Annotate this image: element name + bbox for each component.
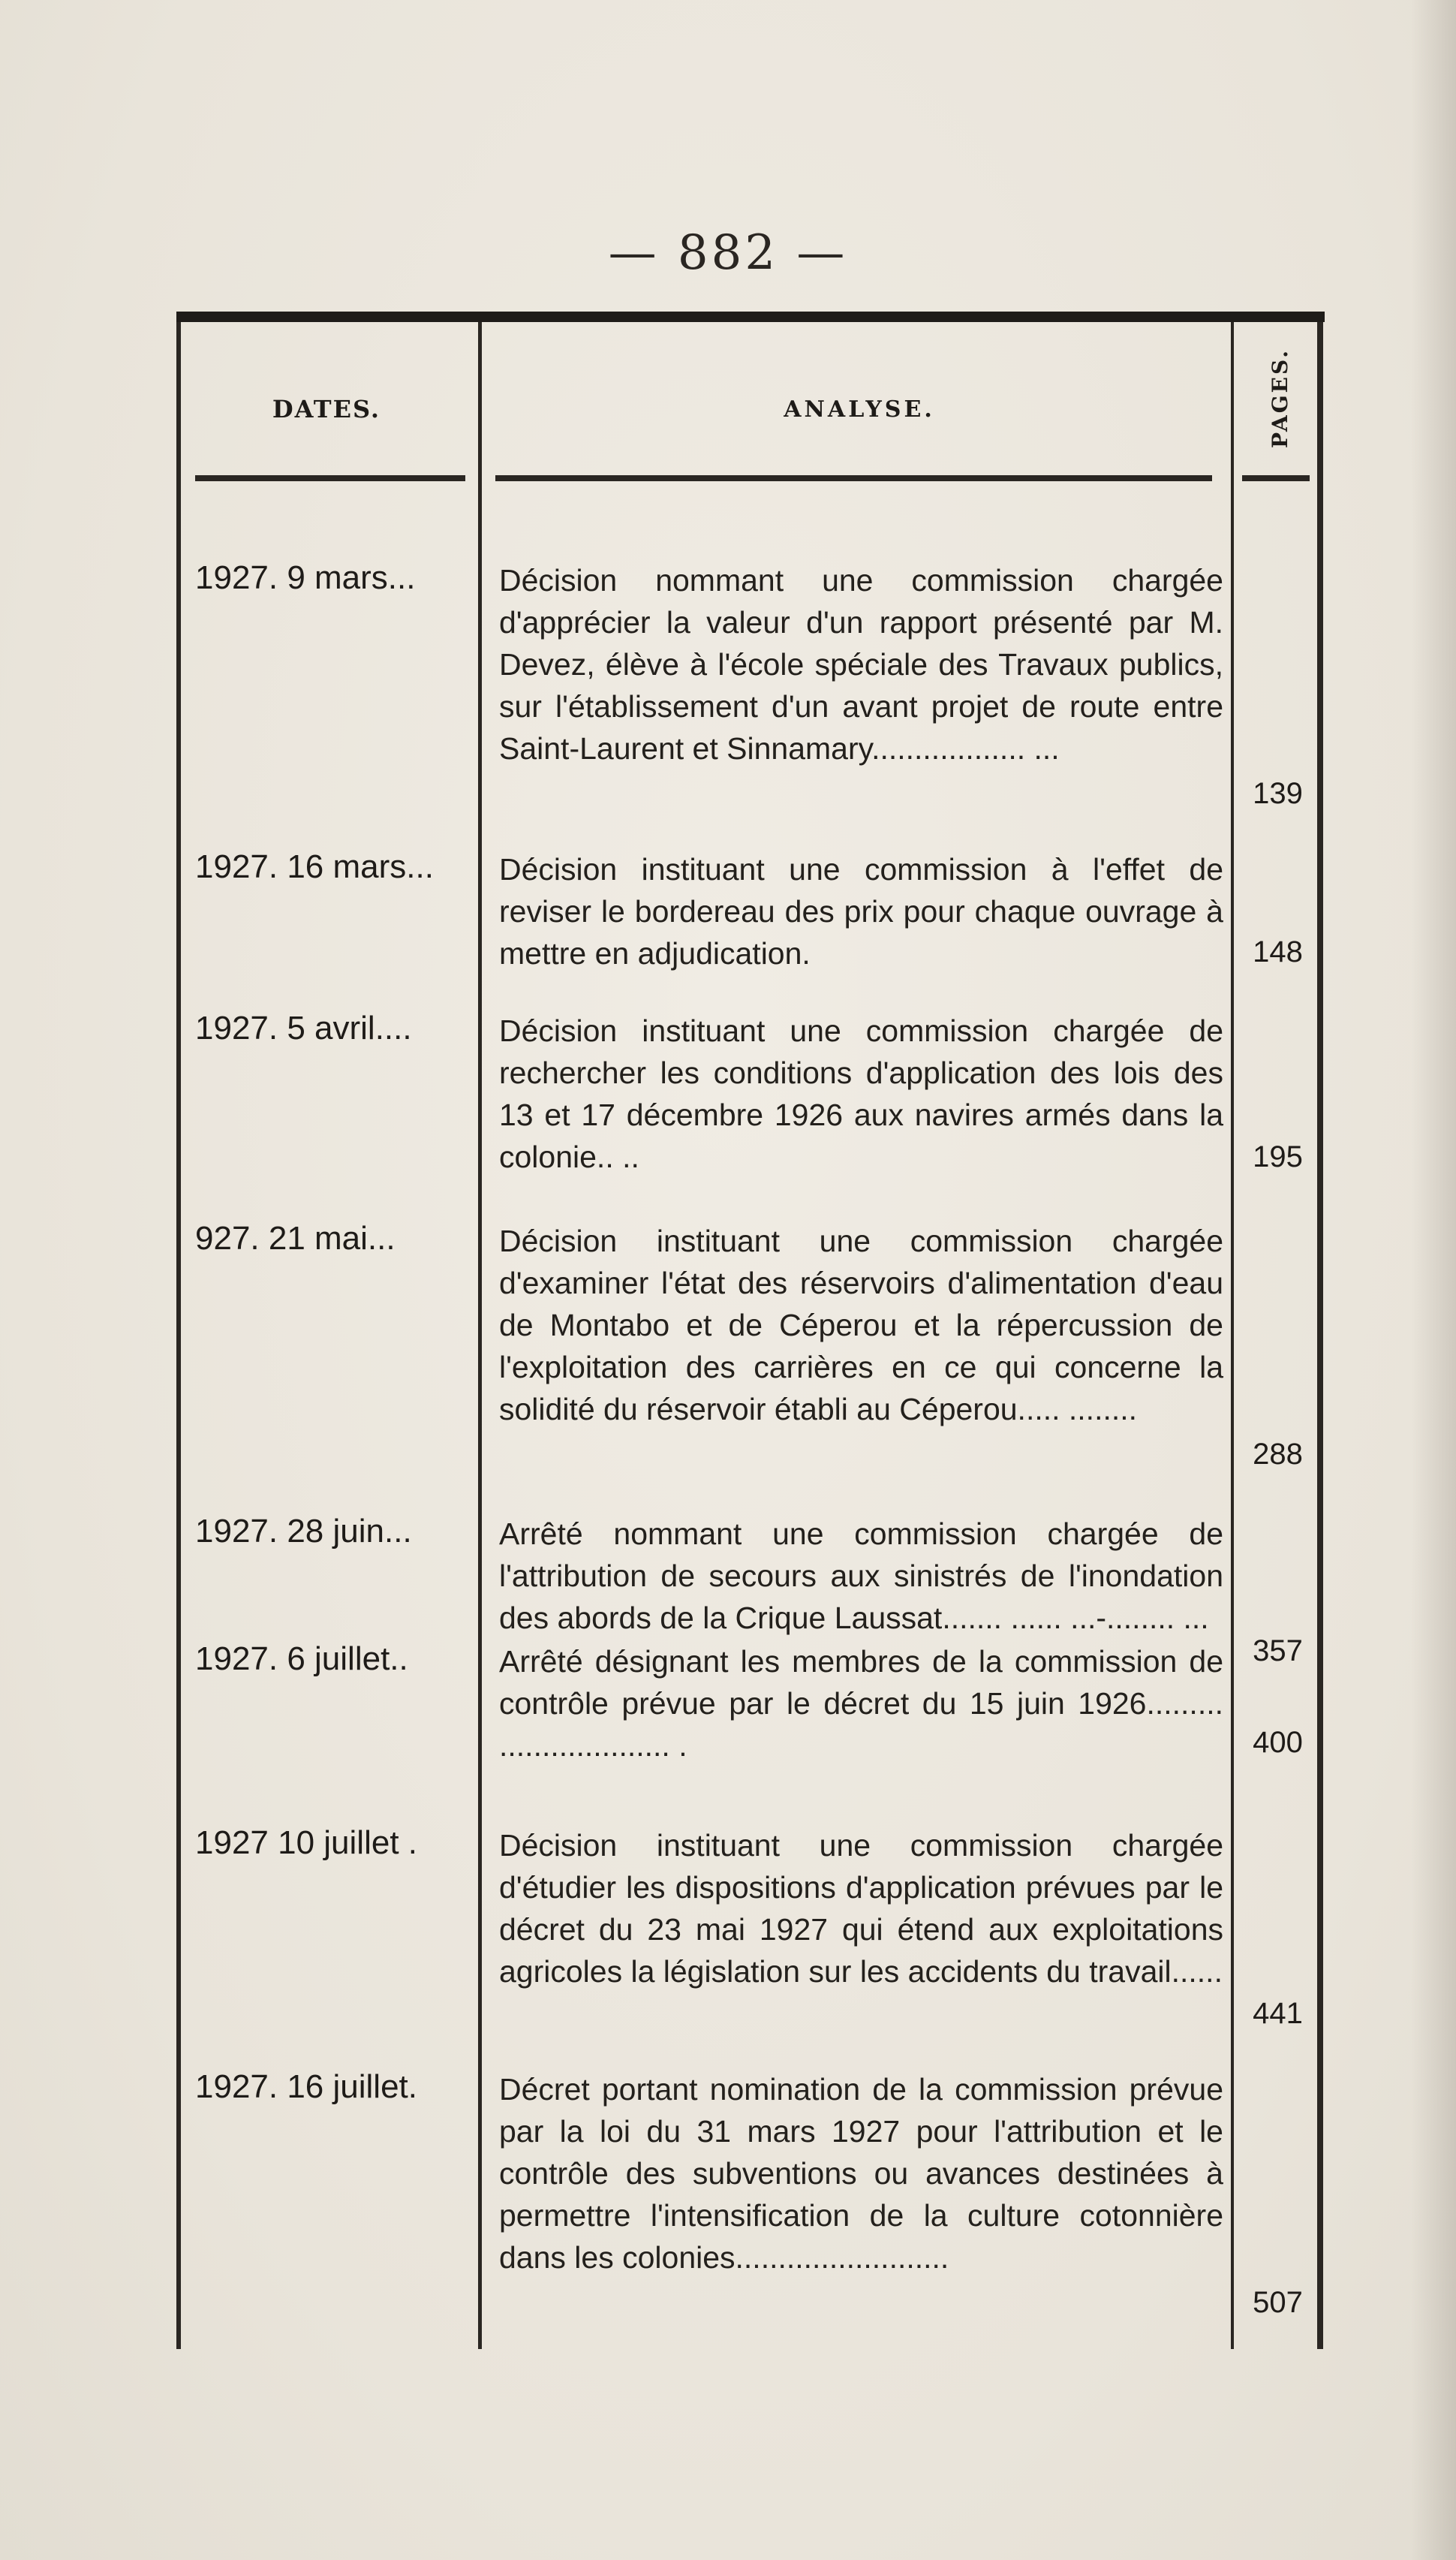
entry-row (176, 1220, 1325, 1498)
index-table (176, 312, 1325, 2354)
entry-date: 1927. 5 avril.... (195, 1010, 412, 1047)
entry-description: Arrêté nommant une commission chargée de l'attribution de secours aux sinistrés de l'inondation des abords de la Crique Laussat....... ...... ...-........ ... (499, 1516, 1223, 1635)
entry-description: Décision instituant une commission à l'effet de reviser le bordereau des prix pour chaque ouvrage à mettre en adjudication. (499, 852, 1223, 971)
header-rule-pages (1242, 475, 1310, 481)
entry-page: 139 (1253, 777, 1303, 810)
entry-description: Décision instituant une commission chargée d'étudier les dispositions d'application prévues par le décret du 23 mai 1927 qui étend aux exploitations agricoles la législation sur les accidents du travail...... (499, 1828, 1223, 1989)
header-pages-label: PAGES. (1267, 348, 1292, 448)
top-rule (176, 312, 1325, 322)
entry-description: Décision nommant une commission chargée d'apprécier la valeur d'un rapport présenté par M. Devez, élève à l'école spéciale des Travaux publics, sur l'établissement d'un avant projet de route entre Saint-Laurent et Sinnamary.................. ... (499, 563, 1223, 766)
entry-row (176, 2068, 1325, 2339)
entry-date: 1927. 9 mars... (195, 559, 416, 596)
entry-page: 441 (1253, 1997, 1303, 2030)
entry-page: 357 (1253, 1634, 1303, 1667)
entry-page: 288 (1253, 1438, 1303, 1471)
entry-date: 1927. 16 juillet. (195, 2068, 417, 2105)
entry-description: Décision instituant une commission chargée de rechercher les conditions d'application des lois des 13 et 17 décembre 1926 aux navires armés dans la colonie.. .. (499, 1013, 1223, 1174)
page-number: — 882 — (608, 225, 848, 281)
header-analyse: ANALYSE. (784, 396, 935, 423)
entry-row (176, 1824, 1325, 2050)
header-rule-dates (195, 475, 465, 481)
entry-description: Arrêté désignant les membres de la commission de contrôle prévue par le décret du 15 juin 1926......... .................... . (499, 1644, 1223, 1763)
header-rule-analyse (495, 475, 1212, 481)
entry-date: 1927 10 juillet . (195, 1824, 417, 1861)
header-pages (1238, 334, 1321, 462)
entry-description: Décret portant nomination de la commission prévue par la loi du 31 mars 1927 pour l'attribution et le contrôle des subventions ou avances destinées à permettre l'intensification de la culture cotonnière dans les colonies......................... (499, 2072, 1223, 2275)
entry-row (176, 1640, 1325, 1790)
entry-date: 1927. 6 juillet.. (195, 1640, 408, 1677)
page-edge-shadow (1411, 0, 1456, 2560)
entry-page: 400 (1253, 1726, 1303, 1759)
entry-page: 148 (1253, 935, 1303, 968)
header-dates: DATES. (272, 395, 381, 423)
entry-page: 195 (1253, 1140, 1303, 1173)
entry-row (176, 559, 1325, 837)
entry-date: 927. 21 mai... (195, 1220, 396, 1257)
entry-row (176, 1010, 1325, 1205)
entry-date: 1927. 16 mars... (195, 848, 434, 885)
entry-page: 507 (1253, 2286, 1303, 2319)
entry-description: Décision instituant une commission chargée d'examiner l'état des réservoirs d'alimentation d'eau de Montabo et de Céperou et la répercussion de l'exploitation des carrières en ce qui concerne la solidité du réservoir établi au Céperou..... ........ (499, 1224, 1223, 1426)
entry-row (176, 848, 1325, 1006)
entry-date: 1927. 28 juin... (195, 1513, 412, 1550)
